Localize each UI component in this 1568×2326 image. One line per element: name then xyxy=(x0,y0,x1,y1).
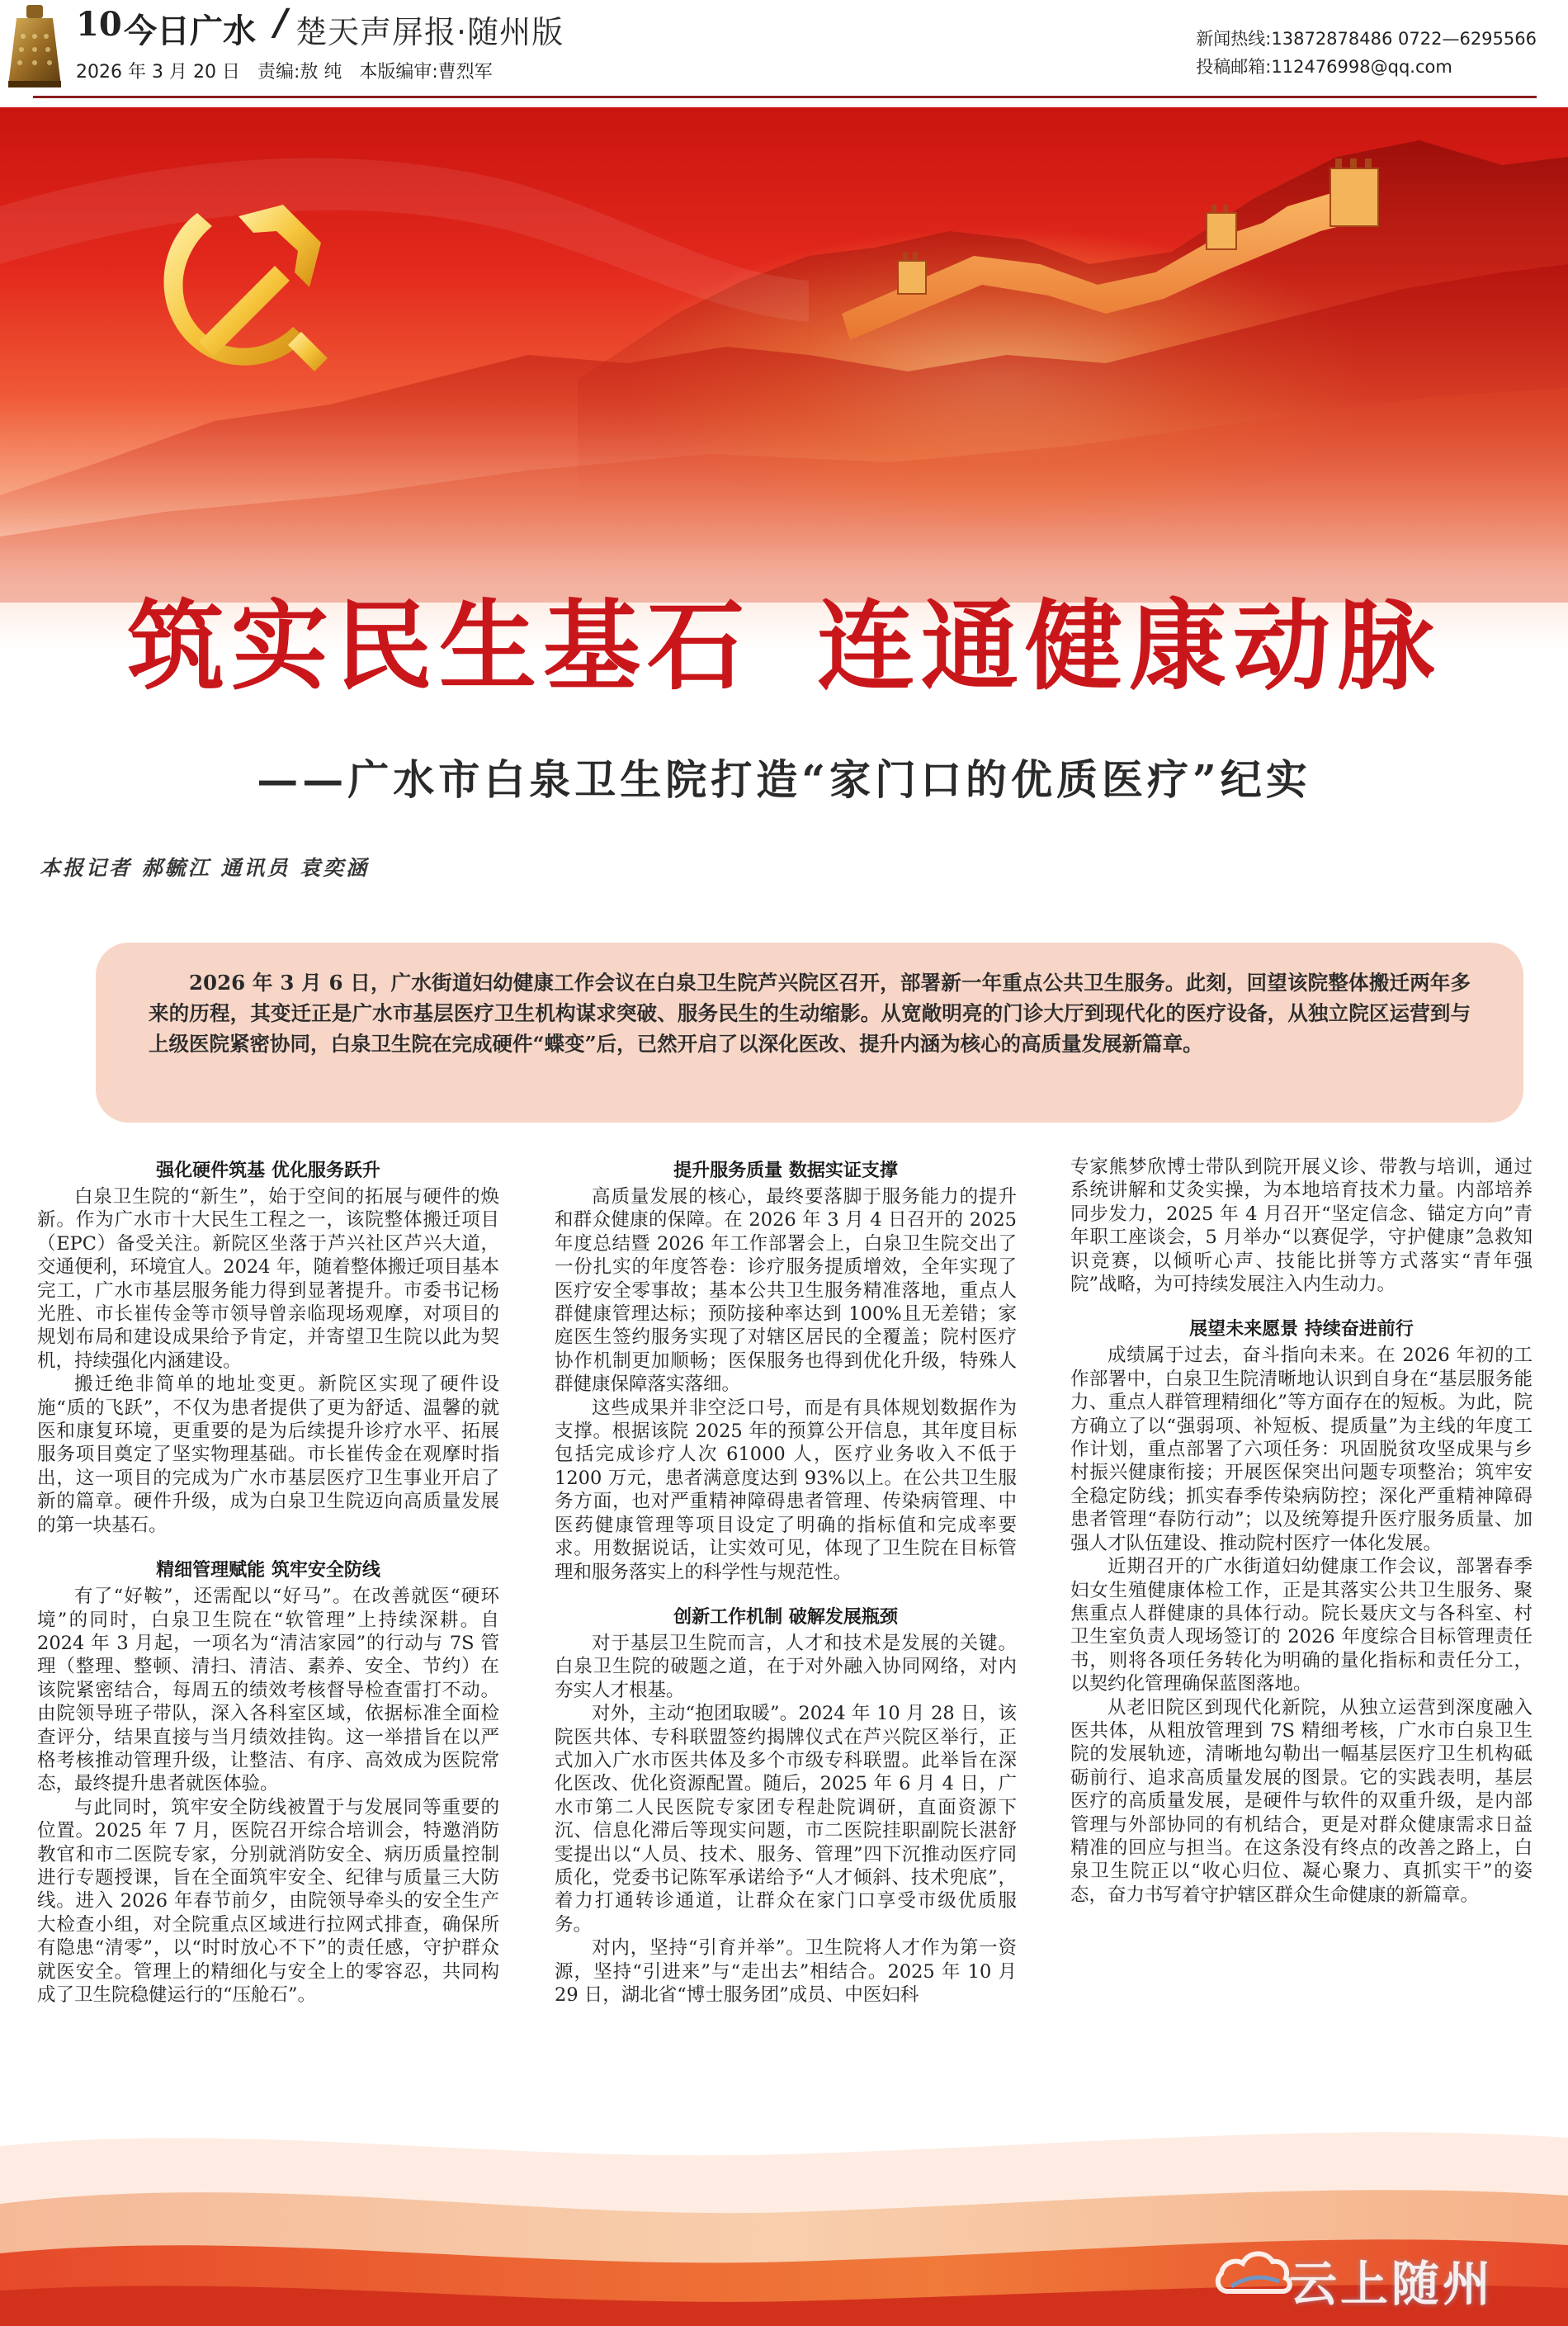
paragraph: 近期召开的广水街道妇幼健康工作会议，部署春季妇女生殖健康体检工作，正是其落实公共卫生服务、聚焦重点人群健康的具体行动。院长聂庆文与各科室、村卫生室负责人现场签订的 2026 年度综合目标管理责任书，则将各项任务转化为明确的量化指标和责任分工，以契约化管理确保蓝图落地。 xyxy=(1070,1556,1533,1695)
submission-email: 投稿邮箱:112476998@qq.com xyxy=(1196,57,1452,77)
issue-date: 2026 年 3 月 20 日 xyxy=(76,62,240,83)
masthead-divider xyxy=(33,96,1537,98)
bronze-bell-icon xyxy=(5,3,64,91)
paragraph: 对内，坚持“引育并举”。卫生院将人才作为第一资源，坚持“引进来”与“走出去”相结合。2025 年 10 月 29 日，湖北省“博士服务团”成员、中医妇科 xyxy=(555,1937,1017,2006)
headline-part-1: 筑实民生基石 xyxy=(126,589,751,703)
section-heading-management: 精细管理赋能 筑牢安全防线 xyxy=(156,1560,380,1581)
section-heading-service: 提升服务质量 数据实证支撑 xyxy=(673,1161,898,1181)
paragraph: 对于基层卫生院而言，人才和技术是发展的关键。白泉卫生院的破题之道，在于对外融入协同网络，对内夯实人才根基。 xyxy=(555,1632,1017,1701)
lead-paragraph: 2026 年 3 月 6 日，广水街道妇幼健康工作会议在白泉卫生院芦兴院区召开，部署新一年重点公共卫生服务。此刻，回望该院整体搬迁两年多来的历程，其变迁正是广水市基层医疗卫生机构谋求突破、服务民生的生动缩影。从宽敞明亮的门诊大厅到现代化的医疗设备，从独立院区运营到与上级医院紧密协同，白泉卫生院在完成硬件“蝶变”后，已然开启了以深化医改、提升内涵为核心的高质量发展新篇章。 xyxy=(149,971,1471,1056)
title-separator: / xyxy=(274,2,288,44)
paragraph: 对外，主动“抱团取暖”。2024 年 10 月 28 日，该院医共体、专科联盟签约揭牌仪式在芦兴院区举行，正式加入广水市医共体及多个市级专科联盟。此举旨在深化医改、优化资源配置。随后，2025 年 6 月 4 日，广水市第二人民医院专家团专程赴院调研，直面资源下沉、信息化滞后等现实问题，市二医院挂职副院长湛舒雯提出以“人员、技术、服务、管理”四下沉推动医疗同质化，党委书记陈军承诺给予“人才倾斜、技术兜底”，着力打通转诊通道，让群众在家门口享受市级优质服务。 xyxy=(555,1703,1017,1936)
article-column-1 xyxy=(37,1156,499,2007)
edition-name: 楚天声屏报·随州版 xyxy=(295,14,564,50)
contact-info xyxy=(1196,25,1537,81)
article-subheadline: ——广水市白泉卫生院打造“家门口的优质医疗”纪实 xyxy=(257,755,1311,804)
section-heading-outlook: 展望未来愿景 持续奋进前行 xyxy=(1189,1319,1414,1340)
hammer-sickle-icon xyxy=(136,180,342,386)
paragraph: 有了“好鞍”，还需配以“好马”。在改善就医“硬环境”的同时，白泉卫生院在“软管理”上持续深耕。自 2024 年 3 月起，一项名为“清洁家园”的行动与 7S 管理（整理、整顿、清扫、清洁、素养、安全、节约）在该院紧密结合，每周五的绩效考核督导检查雷打不动。由院领导班子带队，深入各科室区域，依据标准全面检查评分，结果直接与当月绩效挂钩。这一举措旨在以严格考核推动管理升级，让整洁、有序、高效成为医院常态，最终提升患者就医体验。 xyxy=(37,1586,499,1795)
page-number: 10 xyxy=(76,5,122,44)
paragraph: 与此同时，筑牢安全防线被置于与发展同等重要的位置。2025 年 7 月，医院召开综合培训会，特邀消防教官和市二医院专家，分别就消防安全、病历质量控制进行专题授课，旨在全面筑牢安全、纪律与质量三大防线。进入 2026 年春节前夕，由院领导牵头的安全生产大检查小组，对全院重点区域进行拉网式排查，确保所有隐患“清零”，以“时时放心不下”的责任感，守护群众就医安全。管理上的精细化与安全上的零容忍，共同构成了卫生院稳健运行的“压舱石”。 xyxy=(37,1796,499,2006)
article-headline xyxy=(0,568,1568,708)
watermark-text: 云上随州 xyxy=(1289,2256,1495,2312)
paragraph: 成绩属于过去，奋斗指向未来。在 2026 年初的工作部署中，白泉卫生院清晰地认识到自身在“基层服务能力、重点人群管理精细化”等方面存在的短板。为此，院方确立了以“强弱项、补短板、提质量”为主线的年度工作计划，重点部署了六项任务：巩固脱贫攻坚成果与乡村振兴健康衔接；开展医保突出问题专项整治；筑牢安全稳定防线；抓实春季传染病防控；深化严重精神障碍患者管理“春防行动”；以及统筹提升医疗服务质量、加强人才队伍建设、推动院村医疗一体化发展。 xyxy=(1070,1345,1533,1554)
paragraph-continued: 专家熊梦欣博士带队到院开展义诊、带教与培训，通过系统讲解和艾灸实操，为本地培育技术力量。内部培养同步发力，2025 年 4 月召开“坚定信念、锚定方向”青年职工座谈会，5 月举办“以赛促学，守护健康”急救知识竞赛，以倾听心声、技能比拼等方式落实“青年强院”战略，为可持续发展注入内生动力。 xyxy=(1070,1156,1533,1296)
paragraph: 搬迁绝非简单的地址变更。新院区实现了硬件设施“质的飞跃”，不仅为患者提供了更为舒适、温馨的就医和康复环境，更重要的是为后续提升诊疗水平、拓展服务项目奠定了坚实物理基础。市长崔传金在观摩时指出，这一项目的完成为广水市基层医疗卫生事业开启了新的篇章。硬件升级，成为白泉卫生院迈向高质量发展的第一块基石。 xyxy=(37,1373,499,1536)
paragraph: 高质量发展的核心，最终要落脚于服务能力的提升和群众健康的保障。在 2026 年 3 月 4 日召开的 2025 年度总结暨 2026 年工作部署会上，白泉卫生院交出了一份扎实的年度答卷：诊疗服务提质增效，全年实现了医疗安全零事故；基本公共卫生服务精准落地，重点人群健康管理达标；预防接种率达到 100%且无差错；家庭医生签约服务实现了对辖区居民的全覆盖；院村医疗协作机制更加顺畅；医保服务也得到优化升级，特殊人群健康保障落实落细。 xyxy=(555,1186,1017,1396)
paragraph: 这些成果并非空泛口号，而是有具体规划数据作为支撑。根据该院 2025 年的预算公开信息，其年度目标包括完成诊疗人次 61000 人，医疗业务收入不低于 1200 万元，患者满意度达到 93%以上。在公共卫生服务方面，也对严重精神障碍患者管理、传染病管理、中医药健康管理等项目设定了明确的指标值和完成率要求。用数据说话，让实效可见，体现了卫生院在目标管理和服务落实上的科学性与规范性。 xyxy=(555,1397,1017,1583)
article-column-3 xyxy=(1070,1156,1533,1907)
reviewer-credit: 本版编审:曹烈军 xyxy=(359,62,493,83)
article-column-2 xyxy=(555,1156,1017,2007)
section-heading-hardware: 强化硬件筑基 优化服务跃升 xyxy=(156,1161,380,1181)
lead-box xyxy=(96,943,1523,1123)
issue-info xyxy=(76,58,504,83)
editor-credit: 责编:敖 纯 xyxy=(257,62,342,83)
paragraph: 白泉卫生院的“新生”，始于空间的拓展与硬件的焕新。作为广水市十大民生工程之一，该院整体搬迁项目（EPC）备受关注。新院区坐落于芦兴社区芦兴大道，交通便利，环境宜人。2024 年，随着整体搬迁项目基本完工，广水市基层服务能力得到显著提升。市委书记杨光胜、市长崔传金等市领导曾亲临现场观摩，对项目的规划布局和建设成果给予肯定，并寄望卫生院以此为契机，持续强化内涵建设。 xyxy=(37,1186,499,1372)
headline-part-2: 连通健康动脉 xyxy=(817,589,1442,703)
news-hotline: 新闻热线:13872878486 0722—6295566 xyxy=(1196,29,1537,49)
masthead xyxy=(0,0,1568,99)
byline: 本报记者 郝毓江 通讯员 袁奕涵 xyxy=(40,856,370,880)
paragraph: 从老旧院区到现代化新院，从独立运营到深度融入医共体，从粗放管理到 7S 精细考核，广水市白泉卫生院的发展轨迹，清晰地勾勒出一幅基层医疗卫生机构砥砺前行、追求高质量发展的图景。它的实践表明，基层医疗的高质量发展，是硬件与软件的双重升级，是内部管理与外部协同的有机结合，更是对群众健康需求日益精准的回应与担当。在这条没有终点的改善之路上，白泉卫生院正以“收心归位、凝心聚力、真抓实干”的姿态，奋力书写着守护辖区群众生命健康的新篇章。 xyxy=(1070,1696,1533,1906)
section-heading-innovation: 创新工作机制 破解发展瓶颈 xyxy=(673,1606,898,1628)
section-name: 今日广水 xyxy=(124,12,256,50)
